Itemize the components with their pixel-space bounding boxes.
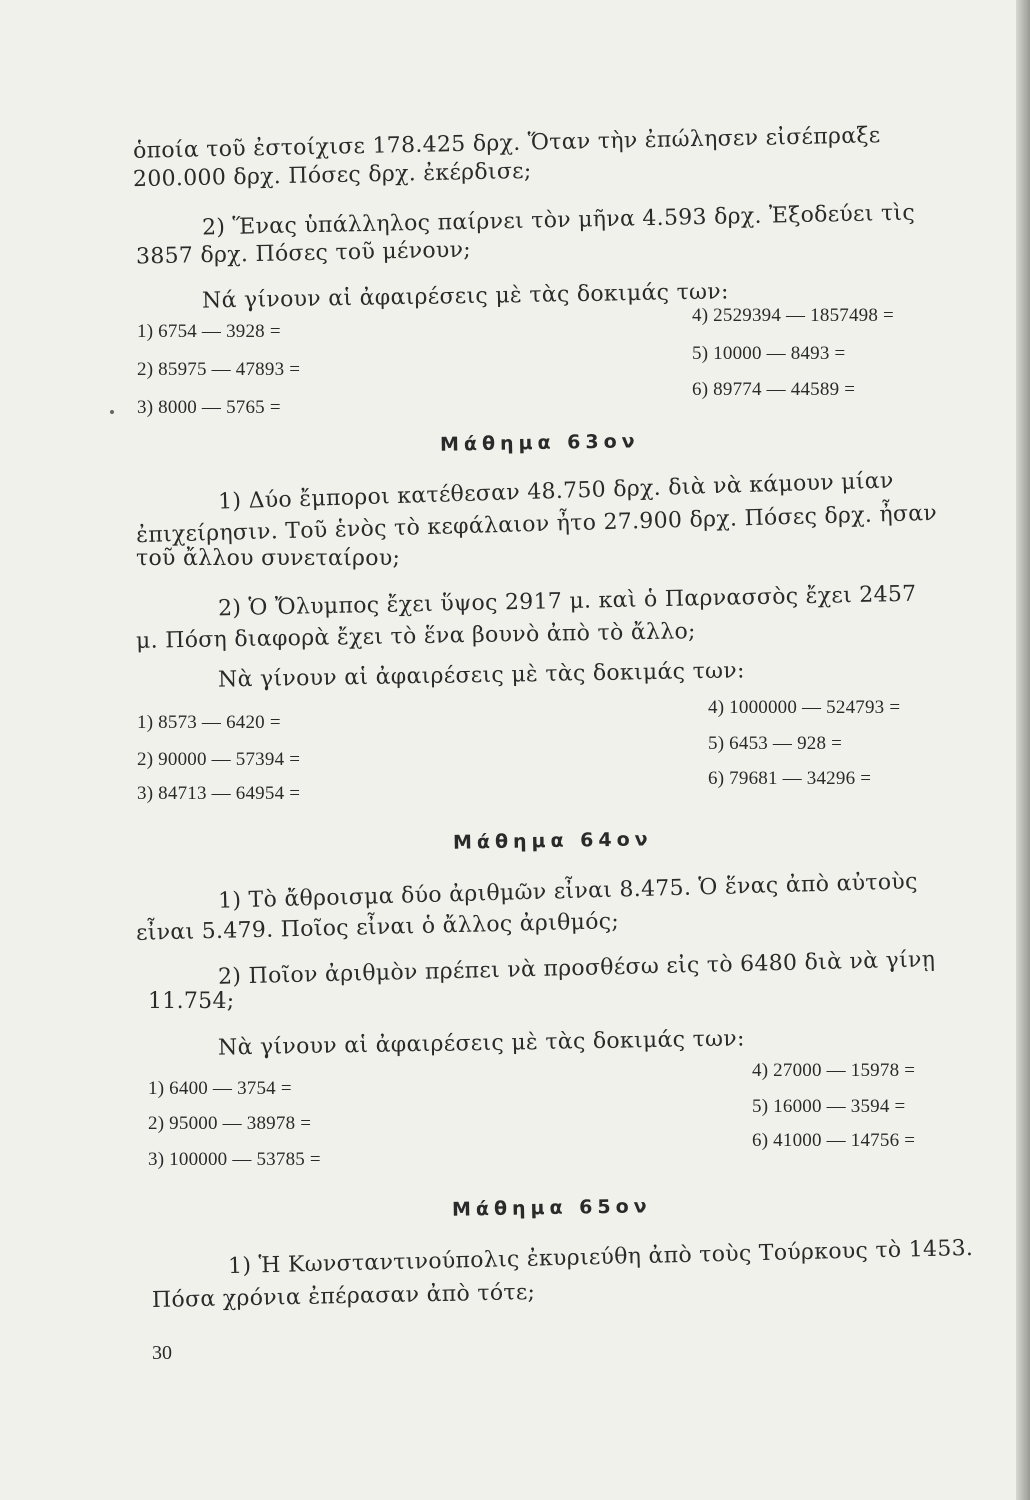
exercise-item: 6) 41000 — 14756 = (752, 1130, 916, 1151)
text-line: Πόσα χρόνια ἐπέρασαν ἀπὸ τότε; (151, 1279, 536, 1314)
page-number: 30 (152, 1342, 172, 1364)
exercise-item: 1) 6754 — 3928 = (137, 321, 281, 342)
exercise-item: 3) 84713 — 64954 = (137, 783, 301, 804)
exercise-item: 4) 27000 — 15978 = (752, 1060, 916, 1081)
text-line: 2) Ποῖον ἀριθμὸν πρέπει νὰ προσθέσω εἰς τὸ 6480 διὰ νὰ γίνῃ (217, 947, 936, 990)
exercise-item: 2) 90000 — 57394 = (137, 749, 301, 770)
text-line: εἶναι 5.479. Ποῖος εἶναι ὁ ἄλλος ἀριθμός; (135, 909, 620, 946)
text-line: μ. Πόση διαφορὰ ἔχει τὸ ἕνα βουνὸ ἀπὸ τὸ ἄλλο; (135, 619, 696, 654)
text-line: 3857 δρχ. Πόσες τοῦ μένουν; (135, 237, 472, 270)
text-line: ἐπιχείρησιν. Τοῦ ἑνὸς τὸ κεφάλαιον ἦτο 27.900 δρχ. Πόσες δρχ. ἦσαν (135, 500, 938, 549)
lesson-65-title: Μάθημα 65ον (451, 1195, 652, 1221)
instruction-line: Νά γίνουν αἱ ἀφαιρέσεις μὲ τὰς δοκιμάς των: (201, 279, 729, 314)
instruction-line: Νὰ γίνουν αἱ ἀφαιρέσεις μὲ τὰς δοκιμάς των: (217, 658, 745, 693)
text-line: 1) Δύο ἔμποροι κατέθεσαν 48.750 δρχ. διὰ νὰ κάμουν μίαν (217, 468, 894, 515)
exercise-item: 6) 89774 — 44589 = (692, 379, 856, 400)
exercise-item: 3) 100000 — 53785 = (148, 1149, 321, 1170)
instruction-line: Νὰ γίνουν αἱ ἀφαιρέσεις μὲ τὰς δοκιμάς των: (217, 1026, 745, 1061)
exercise-item: 5) 10000 — 8493 = (692, 343, 846, 364)
exercise-item: 5) 6453 — 928 = (708, 733, 843, 754)
exercise-item: 5) 16000 — 3594 = (752, 1096, 906, 1117)
exercise-item: 2) 85975 — 47893 = (137, 359, 301, 380)
margin-dot (110, 410, 114, 414)
text-line: τοῦ ἄλλου συνεταίρου; (136, 546, 401, 571)
lesson-64-title: Μάθημα 64ον (452, 828, 653, 854)
exercise-item: 1) 6400 — 3754 = (148, 1078, 292, 1099)
text-line: 200.000 δρχ. Πόσες δρχ. ἐκέρδισε; (132, 158, 532, 193)
exercise-item: 4) 1000000 — 524793 = (708, 697, 901, 718)
text-line: 2) Ὁ Ὄλυμπος ἔχει ὕψος 2917 μ. καὶ ὁ Παρνασσὸς ἔχει 2457 (217, 581, 917, 622)
text-line: 1) Ἡ Κωνσταντινούπολις ἐκυριεύθη ἀπὸ τοὺς Τούρκους τὸ 1453. (227, 1235, 974, 1280)
text-line: 11.754; (148, 989, 235, 1014)
text-line: 1) Τὸ ἄθροισμα δύο ἀριθμῶν εἶναι 8.475. Ὁ ἕνας ἀπὸ αὐτοὺς (217, 869, 918, 914)
exercise-item: 1) 8573 — 6420 = (137, 712, 281, 733)
lesson-63-title: Μάθημα 63ον (439, 430, 640, 456)
text-line: ὁποία τοῦ ἐστοίχισε 178.425 δρχ. Ὅταν τὴν ἐπώλησεν εἰσέπραξε (132, 123, 881, 164)
exercise-item: 2) 95000 — 38978 = (148, 1113, 312, 1134)
exercise-item: 4) 2529394 — 1857498 = (692, 305, 894, 326)
page-edge-shadow (1016, 0, 1030, 1500)
exercise-item: 6) 79681 — 34296 = (708, 768, 872, 789)
text-line: 2) Ἕνας ὑπάλληλος παίρνει τὸν μῆνα 4.593 δρχ. Ἐξοδεύει τὶς (201, 200, 916, 241)
exercise-item: 3) 8000 — 5765 = (137, 397, 281, 418)
